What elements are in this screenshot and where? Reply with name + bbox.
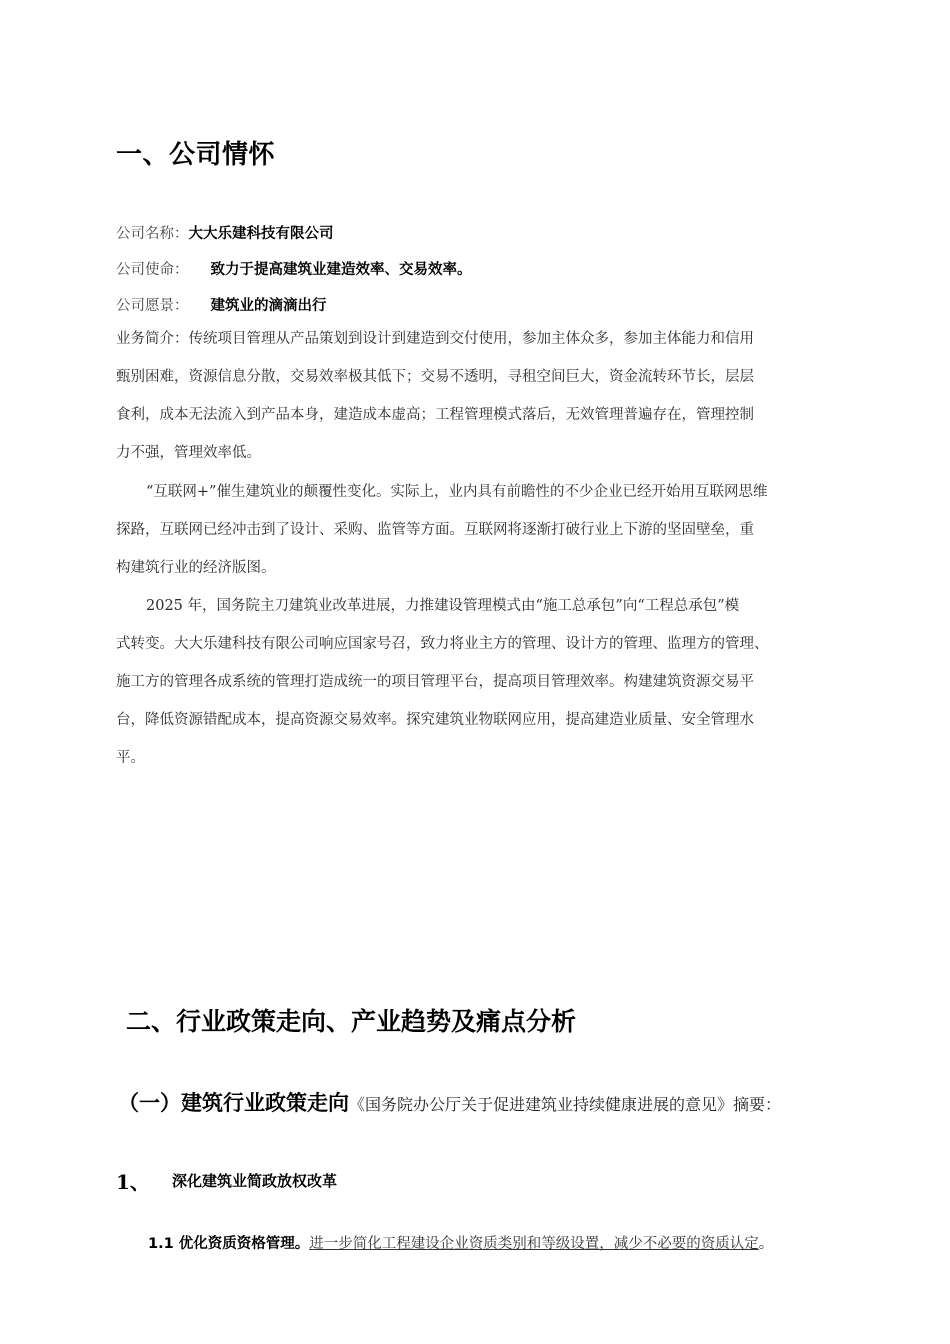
mission-label: 公司使命： — [116, 262, 189, 278]
business-intro-paragraph — [116, 320, 754, 472]
reform-paragraph — [116, 587, 769, 777]
company-name-row — [116, 222, 334, 243]
paragraph-line: 业务简介：传统项目管理从产品策划到设计到建造到交付使用，参加主体众多，参加主体能力和信用 — [116, 331, 754, 347]
company-name-label: 公司名称： — [116, 226, 189, 242]
item11-paragraph — [148, 1232, 773, 1253]
paragraph-line: 2025 年，国务院主刀建筑业改革进展，力推建设管理模式由“施工总承包”向“工程总承包”模 — [146, 598, 740, 614]
internet-plus-paragraph — [116, 473, 767, 587]
paragraph-line: 甄别困难，资源信息分散，交易效率极其低下；交易不透明，寻租空间巨大，资金流转环节长，层层 — [116, 369, 754, 385]
paragraph-line: 构建筑行业的经济版图。 — [116, 560, 276, 576]
paragraph-line: 探路，互联网已经冲击到了设计、采购、监管等方面。互联网将逐渐打破行业上下游的坚固壁垒，重 — [116, 522, 754, 538]
policy-subheading-note: 《国务院办公厅关于促进建筑业持续健康进展的意见》摘要： — [349, 1095, 782, 1114]
paragraph-line: 力不强，管理效率低。 — [116, 445, 261, 461]
paragraph-line: 食利，成本无法流入到产品本身，建造成本虚高；工程管理模式落后，无效管理普遍存在，管理控制 — [116, 407, 754, 423]
paragraph-line: 施工方的管理各成系统的管理打造成统一的项目管理平台，提高项目管理效率。构建建筑资源交易平 — [116, 674, 754, 690]
paragraph-line: 式转变。大大乐建科技有限公司响应国家号召，致力将业主方的管理、设计方的管理、监理方的管理、 — [116, 636, 769, 652]
company-name-value: 大大乐建科技有限公司 — [188, 226, 334, 242]
section2-heading: 二、行业政策走向、产业趋势及痛点分析 — [126, 1007, 577, 1036]
item11-text: 进一步简化工程建设企业资质类别和等级设置，减少不必要的资质认定 — [309, 1236, 759, 1252]
policy-subheading — [118, 1087, 781, 1117]
vision-label: 公司愿景： — [116, 298, 189, 314]
policy-subheading-title: （一）建筑行业政策走向 — [118, 1091, 349, 1115]
mission-value: 致力于提高建筑业建造效率、交易效率。 — [210, 262, 472, 278]
section1-heading: 一、公司情怀 — [116, 140, 276, 170]
paragraph-line: 平。 — [116, 750, 145, 766]
paragraph-line: “互联网+”催生建筑业的颠覆性变化。实际上，业内具有前瞻性的不少企业已经开始用互联网思维 — [146, 484, 768, 500]
item11-title: 1.1 优化资质资格管理。 — [148, 1236, 310, 1252]
paragraph-line: 台，降低资源错配成本，提高资源交易效率。探究建筑业物联网应用，提高建造业质量、安全管理水 — [116, 712, 754, 728]
item11-end: 。 — [758, 1236, 774, 1252]
mission-row — [116, 258, 472, 279]
vision-value: 建筑业的滴滴出行 — [210, 298, 327, 314]
vision-row — [116, 294, 327, 315]
item1-number: 1、 — [116, 1170, 150, 1194]
item1-text: 深化建筑业简政放权改革 — [172, 1172, 338, 1190]
